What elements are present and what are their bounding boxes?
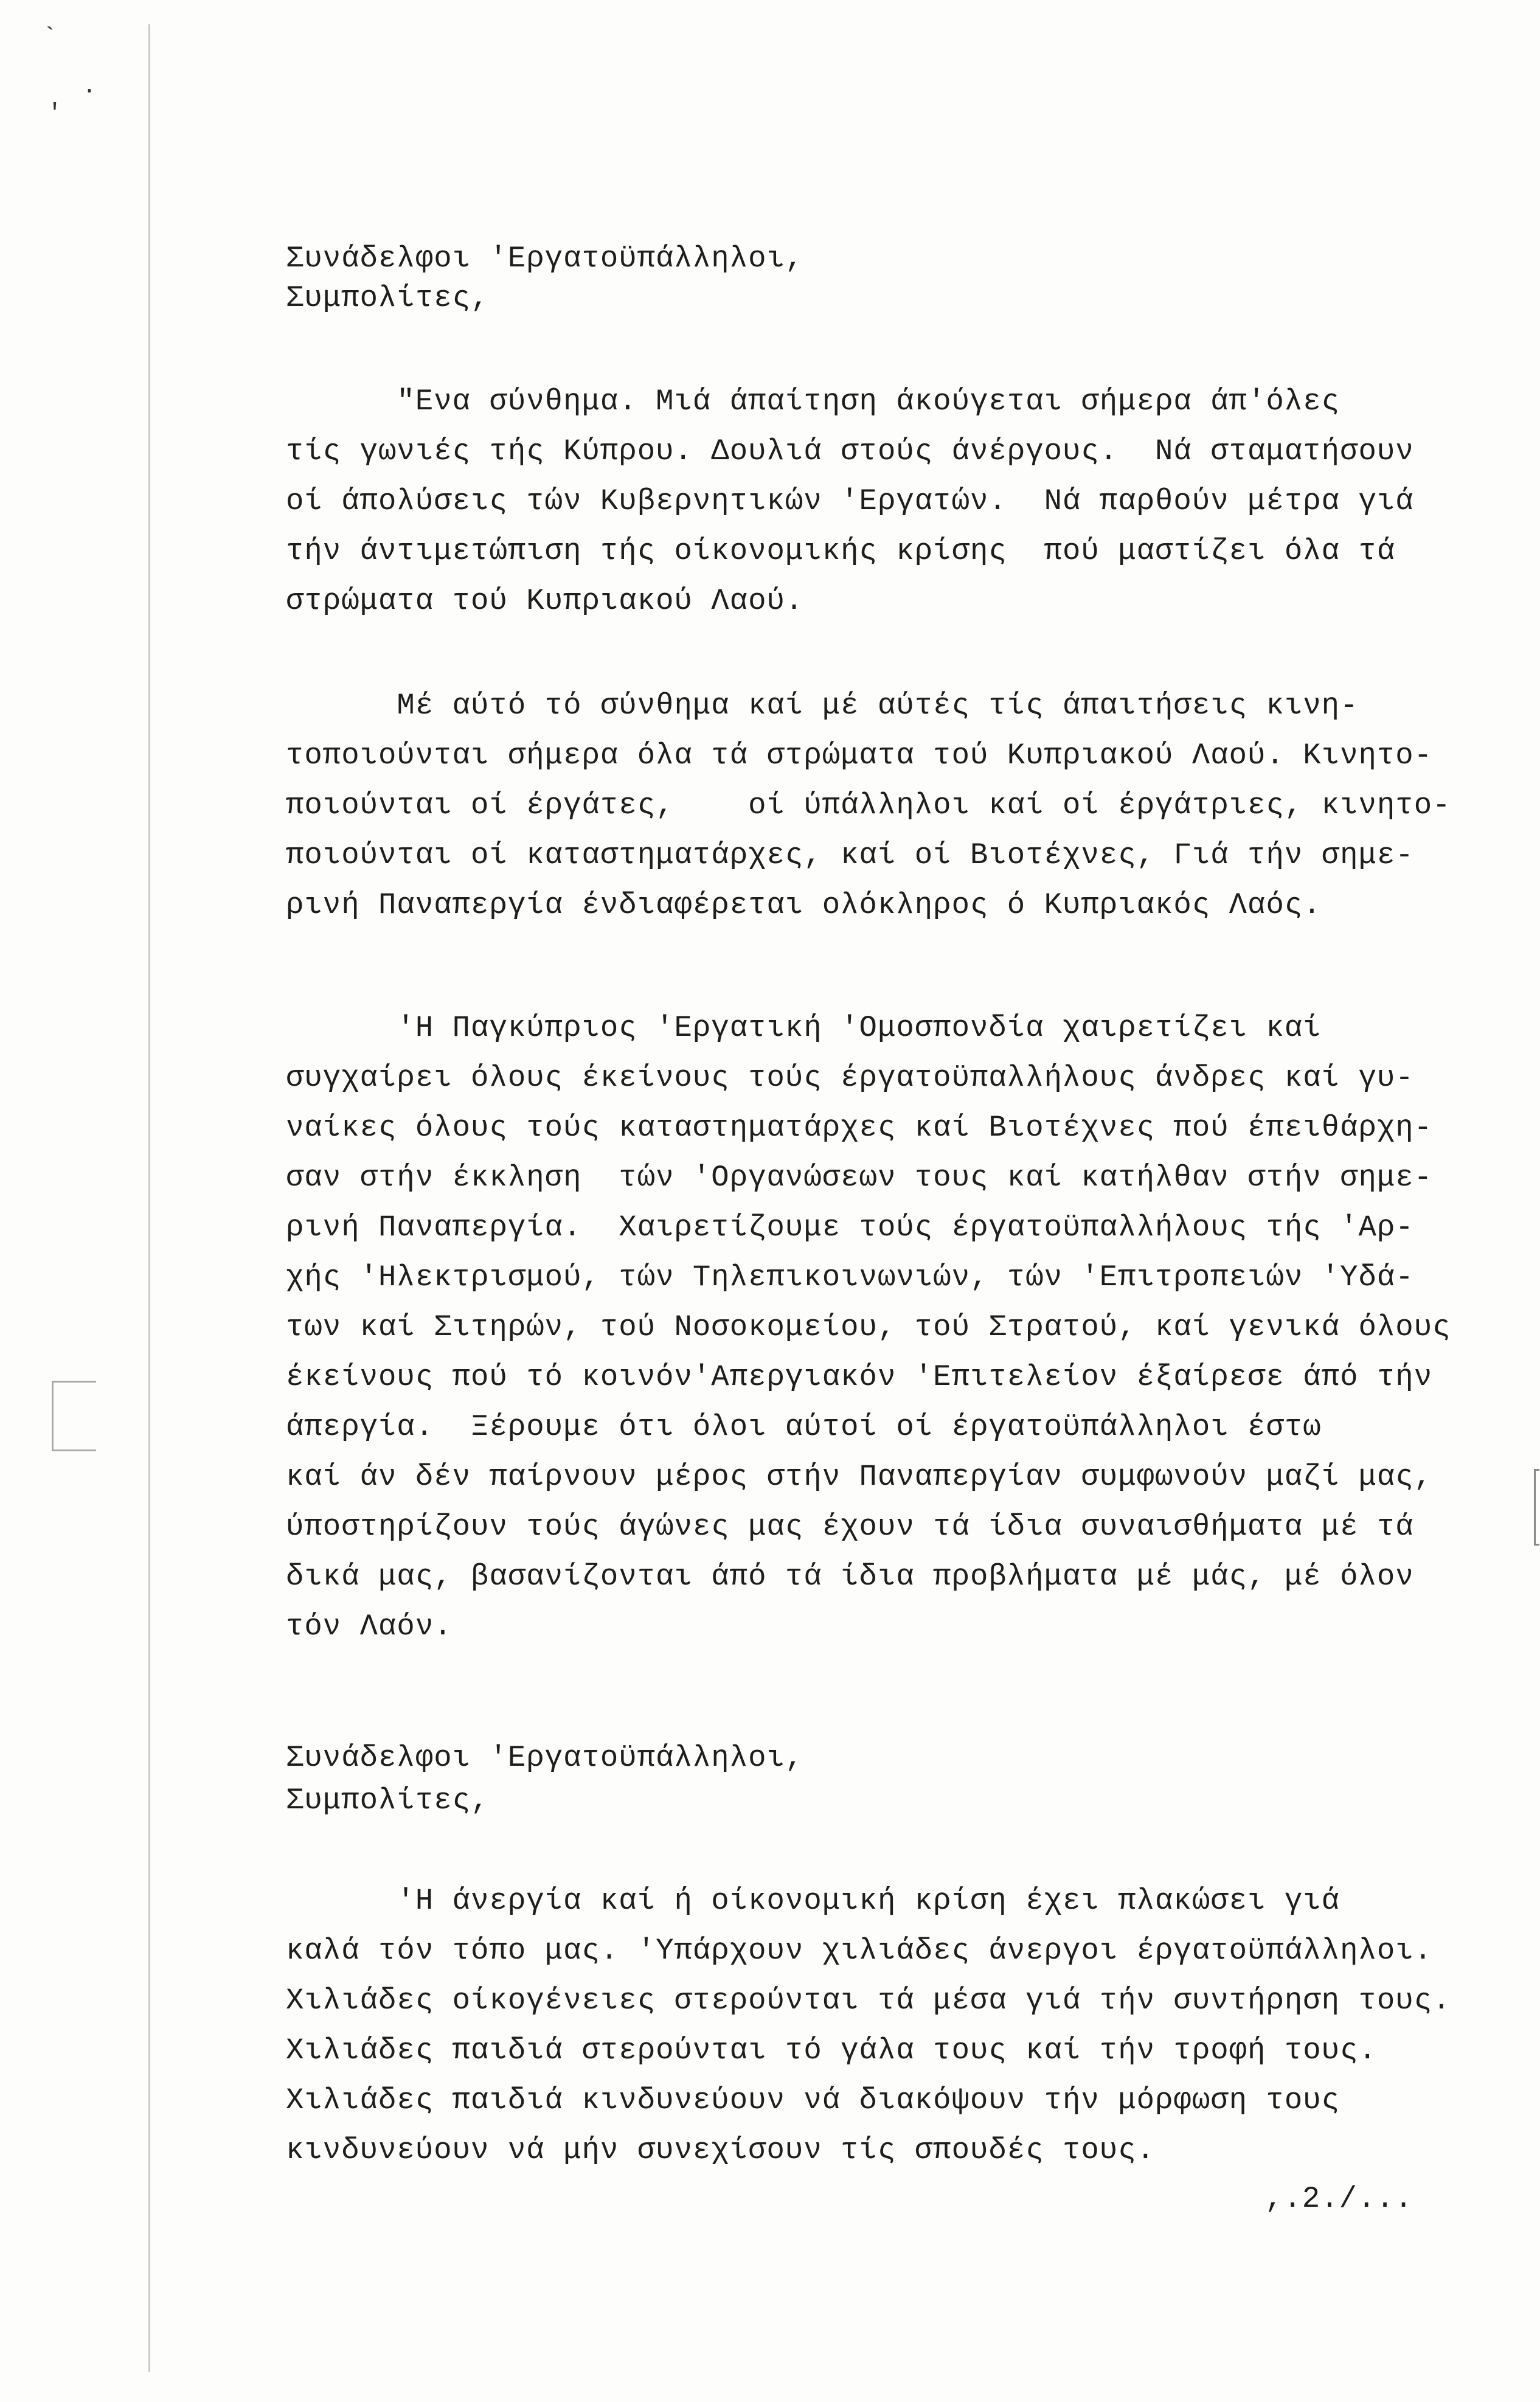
binder-mark — [52, 1381, 96, 1451]
text-line: κινδυνεύουν νά μήν συνεχίσουν τίς σπουδές τους. — [286, 2133, 1156, 2167]
text-line: καί άν δέν παίρνουν μέρος στήν Παναπεργίαν συμφωνούν μαζί μας, — [286, 1460, 1433, 1494]
side-bracket — [1534, 1469, 1539, 1546]
text-line: Μέ αύτό τό σύνθημα καί μέ αύτές τίς άπαιτήσεις κινη- — [286, 689, 1359, 723]
text-line: στρώματα τού Κυπριακού Λαού. — [286, 584, 804, 618]
text-line: συγχαίρει όλους έκείνους τούς έργατοϋπαλλήλους άνδρες καί γυ- — [286, 1061, 1414, 1095]
text-line: ναίκες όλους τούς καταστηματάρχες καί Βιοτέχνες πού έπειθάρχη- — [286, 1111, 1433, 1145]
corner-mark-1: ` — [43, 24, 58, 52]
text-line: Χιλιάδες οίκογένειες στερούνται τά μέσα γιά τήν συντήρηση τους. — [286, 1984, 1451, 2018]
salutation-line: Συμπολίτες, — [286, 1783, 490, 1817]
text-line: ύποστηρίζουν τούς άγώνες μας έχουν τά ίδια συναισθήματα μέ τά — [286, 1510, 1414, 1544]
text-line: 'Η Παγκύπριος 'Εργατική 'Ομοσπονδία χαιρετίζει καί — [286, 1011, 1322, 1045]
text-line: ποιούνται οί καταστηματάρχες, καί οί Βιοτέχνες, Γιά τήν σημε- — [286, 838, 1414, 872]
text-line: των καί Σιτηρών, τού Νοσοκομείου, τού Στρατού, καί γενικά όλους — [286, 1310, 1451, 1344]
text-line: Χιλιάδες παιδιά κινδυνεύουν νά διακόψουν τήν μόρφωση τους — [286, 2083, 1341, 2117]
salutation-line: Συνάδελφοι 'Εργατοϋπάλληλοι, — [286, 241, 804, 276]
salutation-line: Συμπολίτες, — [286, 281, 490, 315]
text-line: ρινή Παναπεργία. Χαιρετίζουμε τούς έργατοϋπαλλήλους τής 'Αρ- — [286, 1210, 1414, 1244]
corner-mark-2: . — [82, 73, 97, 100]
text-line: ρινή Παναπεργία ένδιαφέρεται ολόκληρος ό Κυπριακός Λαός. — [286, 888, 1322, 922]
text-line: χής 'Ηλεκτρισμού, τών Τηλεπικοινωνιών, τών 'Επιτροπειών 'Υδά- — [286, 1260, 1414, 1294]
text-line: τόν Λαόν. — [286, 1609, 453, 1644]
text-line: 'Η άνεργία καί ή οίκονομική κρίση έχει πλακώσει γιά — [286, 1884, 1341, 1918]
salutation-line: Συνάδελφοι 'Εργατοϋπάλληλοι, — [286, 1741, 804, 1775]
text-line: έκείνους πού τό κοινόν'Απεργιακόν 'Επιτελείον έξαίρεσε άπό τήν — [286, 1360, 1433, 1394]
corner-mark-3: ' — [47, 100, 63, 128]
margin-rule — [148, 24, 150, 2372]
text-line: ποιούνται οί έργάτες, οί ύπάλληλοι καί οί έργάτριες, κινητο- — [286, 788, 1451, 822]
page-marker: ,.2./... — [1265, 2182, 1413, 2216]
text-line: οί άπολύσεις τών Κυβερνητικών 'Εργατών. Νά παρθούν μέτρα γιά — [286, 484, 1414, 518]
text-line: δικά μας, βασανίζονται άπό τά ίδια προβλήματα μέ μάς, μέ όλον — [286, 1560, 1414, 1594]
text-line: "Ενα σύνθημα. Μιά άπαίτηση άκούγεται σήμερα άπ'όλες — [286, 384, 1341, 418]
text-line: τοποιούνται σήμερα όλα τά στρώματα τού Κυπριακού Λαού. Κινητο- — [286, 738, 1433, 772]
text-line: τήν άντιμετώπιση τής οίκονομικής κρίσης πού μαστίζει όλα τά — [286, 534, 1396, 568]
text-line: άπεργία. Ξέρουμε ότι όλοι αύτοί οί έργατοϋπάλληλοι έστω — [286, 1410, 1322, 1444]
text-line: σαν στήν έκκληση τών 'Οργανώσεων τους καί κατήλθαν στήν σημε- — [286, 1161, 1433, 1195]
text-line: τίς γωνιές τής Κύπρου. Δουλιά στούς άνέργους. Νά σταματήσουν — [286, 434, 1414, 468]
text-line: Χιλιάδες παιδιά στερούνται τό γάλα τους καί τήν τροφή τους. — [286, 2033, 1377, 2067]
text-line: καλά τόν τόπο μας. 'Υπάρχουν χιλιάδες άνεργοι έργατοϋπάλληλοι. — [286, 1934, 1433, 1968]
